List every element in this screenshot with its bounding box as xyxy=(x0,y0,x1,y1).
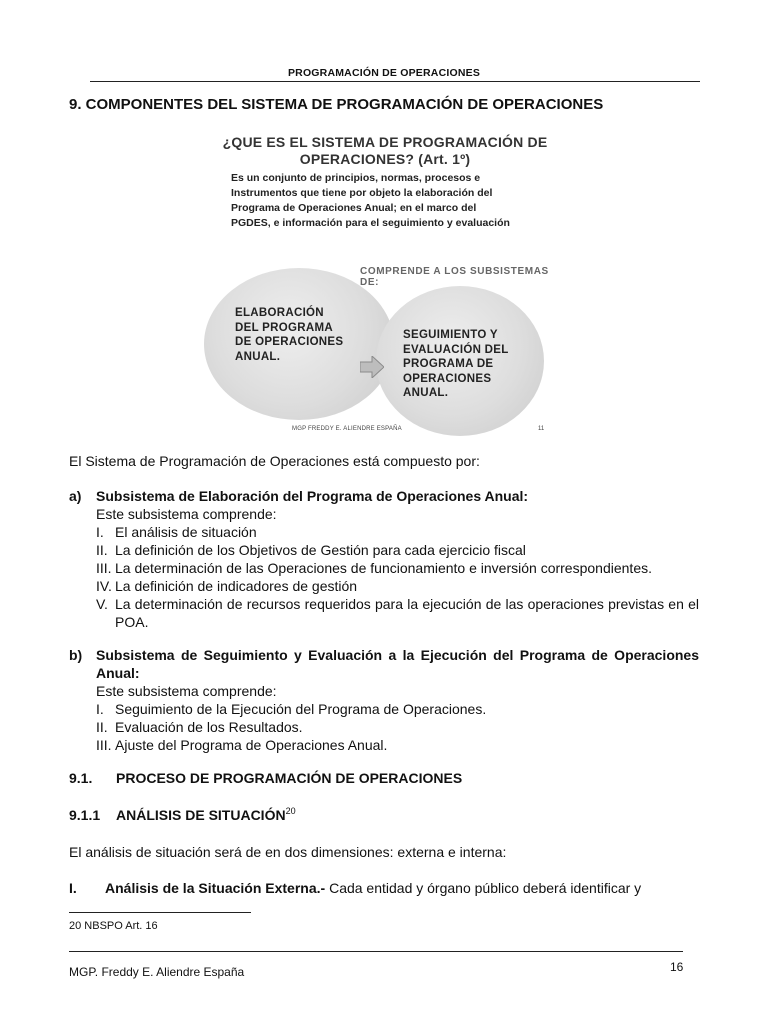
slide-def-line2: Instrumentos que tiene por objeto la elaboración del xyxy=(231,187,493,199)
list-item xyxy=(96,595,699,631)
circle-a-line: ANUAL. xyxy=(235,350,281,363)
section-9-1-title: PROCESO DE PROGRAMACIÓN DE OPERACIONES xyxy=(116,770,463,786)
footnote: 20 NBSPO Art. 16 xyxy=(69,920,158,932)
slide-def-line3: Programa de Operaciones Anual; en el marco del xyxy=(231,202,477,214)
footer-rule xyxy=(69,951,683,952)
list-item-number: IV. xyxy=(96,578,112,594)
subsystem-a xyxy=(69,487,699,631)
circle-b-line: OPERACIONES xyxy=(403,372,492,385)
page-number: 16 xyxy=(670,960,684,974)
slide-footer: MGP FREDDY E. ALIENDRE ESPAÑA xyxy=(292,426,402,432)
list-item xyxy=(96,559,699,577)
list-item xyxy=(96,718,699,736)
list-item xyxy=(96,541,699,559)
footnote-rule xyxy=(69,912,251,913)
slide-def-line1: Es un conjunto de principios, normas, procesos e xyxy=(231,172,481,184)
subsystem-b-comprende: Este subsistema comprende: xyxy=(96,683,277,699)
subsystem-a-label: a) xyxy=(69,488,82,504)
list-item-number: III. xyxy=(96,560,112,576)
circle-a-line: ELABORACIÓN xyxy=(235,307,324,319)
subsystem-a-comprende: Este subsistema comprende: xyxy=(96,506,277,522)
circle-b-text xyxy=(403,328,523,401)
list-item xyxy=(96,577,699,595)
situacion-externa-paragraph xyxy=(69,879,699,897)
slide-definition xyxy=(231,171,541,231)
situacion-externa-title: Análisis de la Situación Externa.- xyxy=(105,880,326,896)
slide-title xyxy=(200,134,570,168)
circle-a-line: DE OPERACIONES xyxy=(235,336,344,348)
list-item-number: III. xyxy=(96,737,112,753)
section-9-1-1-title: ANÁLISIS DE SITUACIÓN xyxy=(116,807,286,823)
subsystem-b xyxy=(69,646,699,754)
list-item-number: II. xyxy=(96,719,108,735)
situacion-externa-text: Cada entidad y órgano público deberá identificar y xyxy=(329,880,642,896)
subsystem-a-title: Subsistema de Elaboración del Programa de Operaciones Anual: xyxy=(96,488,529,504)
footnote-ref: 20 xyxy=(285,806,296,816)
header-rule xyxy=(90,81,700,82)
list-item xyxy=(96,700,699,718)
subsystem-b-title: Subsistema de Seguimiento y Evaluación a la Ejecución del Programa de Operaciones Anual: xyxy=(96,647,699,681)
slide-number: 11 xyxy=(538,426,545,432)
circle-a-line: DEL PROGRAMA xyxy=(235,321,333,334)
section-9-1-1-heading xyxy=(69,806,296,823)
dimensiones-paragraph: El análisis de situación será de en dos dimensiones: externa e interna: xyxy=(69,844,507,860)
circle-b-line: ANUAL. xyxy=(403,387,449,399)
slide-comprende-label: COMPRENDE A LOS SUBSISTEMAS DE: xyxy=(360,266,549,288)
list-item xyxy=(96,736,699,754)
footer-author: MGP. Freddy E. Aliendre España xyxy=(69,965,245,979)
slide-title-line1: ¿QUE ES EL SISTEMA DE PROGRAMACIÓN DE xyxy=(222,134,548,150)
subsystem-b-list xyxy=(96,700,699,754)
running-header: PROGRAMACIÓN DE OPERACIONES xyxy=(287,67,481,79)
section-9-1-number: 9.1. xyxy=(69,770,93,786)
section-9-heading: 9. COMPONENTES DEL SISTEMA DE PROGRAMACIÓN DE OPERACIONES xyxy=(69,96,604,113)
situacion-externa-number: I. xyxy=(69,880,77,896)
list-item-number: I. xyxy=(96,524,104,540)
list-item-text: La determinación de las Operaciones de funcionamiento e inversión correspondientes. xyxy=(115,560,652,576)
list-item-text: El análisis de situación xyxy=(115,524,257,540)
slide-title-line2: OPERACIONES? (Art. 1º) xyxy=(299,151,471,167)
list-item-text: La definición de los Objetivos de Gestión para cada ejercicio fiscal xyxy=(115,542,526,558)
list-item-number: V. xyxy=(96,596,108,612)
subsystem-b-label: b) xyxy=(69,647,83,663)
slide-def-line4: PGDES, e información para el seguimiento y evaluación xyxy=(231,217,510,229)
list-item-text: Ajuste del Programa de Operaciones Anual. xyxy=(115,737,388,753)
circle-b-line: PROGRAMA DE xyxy=(403,358,494,370)
section-9-1-heading xyxy=(69,770,462,786)
slide-figure xyxy=(200,128,570,440)
list-item xyxy=(96,523,699,541)
list-item-text: La definición de indicadores de gestión xyxy=(115,578,358,594)
list-item-number: II. xyxy=(96,542,108,558)
list-item-number: I. xyxy=(96,701,104,717)
section-9-1-1-number: 9.1.1 xyxy=(69,807,101,823)
circle-b-line: SEGUIMIENTO Y xyxy=(403,329,498,341)
circle-a-text xyxy=(235,306,365,364)
intro-paragraph: El Sistema de Programación de Operaciones está compuesto por: xyxy=(69,453,480,469)
list-item-text: Evaluación de los Resultados. xyxy=(115,719,303,735)
subsystem-a-list xyxy=(96,523,699,631)
list-item-text: La determinación de recursos requeridos para la ejecución de las operaciones previstas en el POA. xyxy=(115,596,699,630)
circle-b-line: EVALUACIÓN DEL xyxy=(403,343,509,356)
list-item-text: Seguimiento de la Ejecución del Programa de Operaciones. xyxy=(115,701,487,717)
